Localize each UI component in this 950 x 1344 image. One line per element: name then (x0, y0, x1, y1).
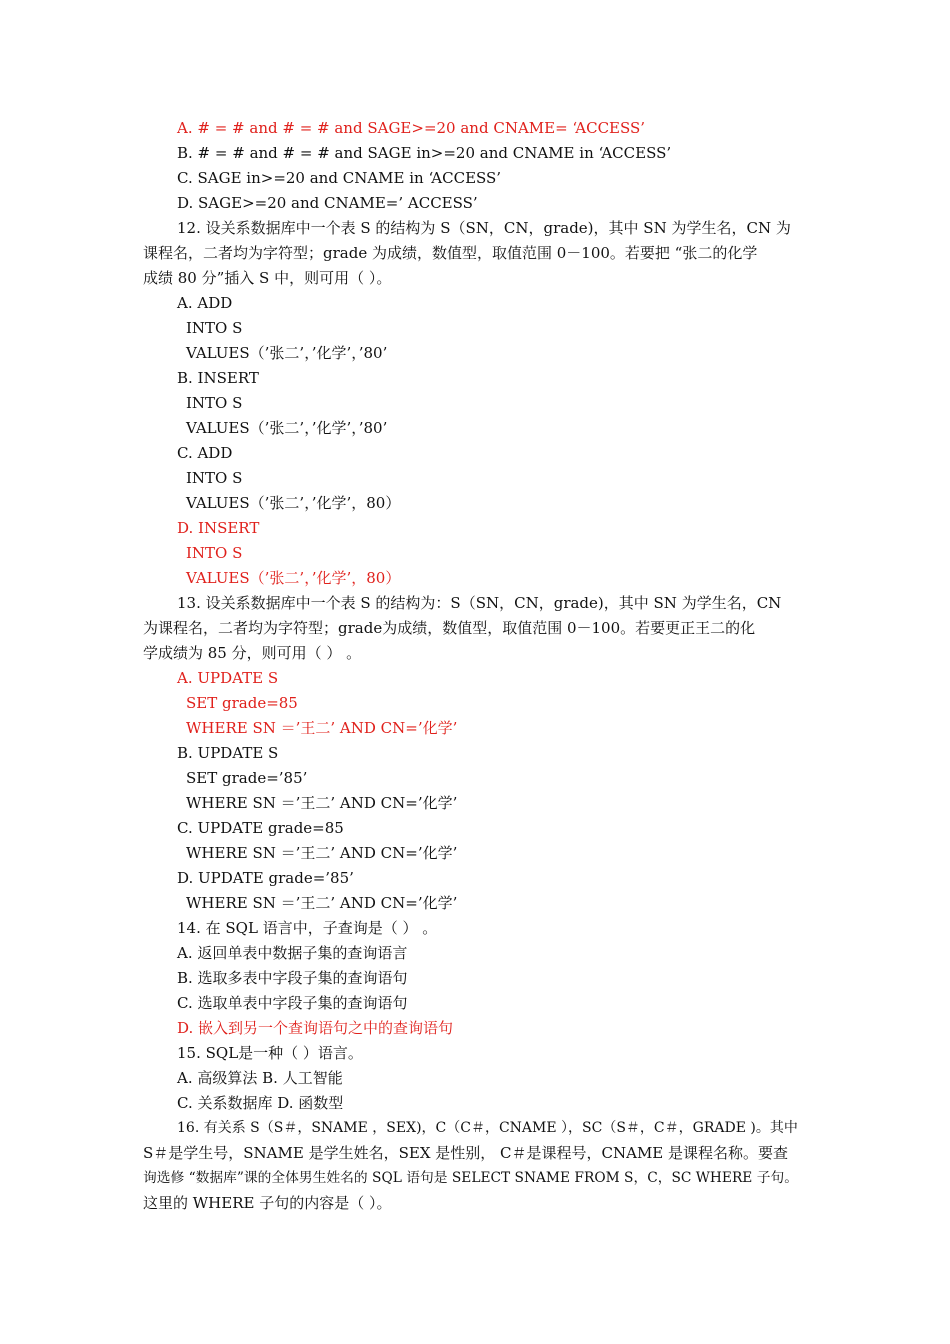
q12-option-a-line2: INTO S (186, 319, 243, 337)
q11-option-a: A. # = # and # = # and SAGE>=20 and CNAME= ‘ACCESS’ (177, 119, 646, 137)
q12-stem-line1: 12. 设关系数据库中一个表 S 的结构为 S（SN，CN，grade)，其中 SN 为学生名，CN 为 (177, 219, 791, 237)
q15-options-ab: A. 高级算法 B. 人工智能 (177, 1069, 343, 1087)
q13-option-b-line2: SET grade=’85’ (186, 769, 308, 787)
q12-option-b-line3: VALUES（’张二’，’化学’，’80’ (186, 419, 388, 437)
q12-option-d: D. INSERT (177, 519, 260, 537)
q16-stem-line4: 这里的 WHERE 子句的内容是（ ）。 (143, 1194, 392, 1212)
q11-option-b: B. # = # and # = # and SAGE in>=20 and CNAME in ‘ACCESS’ (177, 144, 672, 162)
q12-stem-line3: 成绩 80 分”插入 S 中，则可用（ ）。 (143, 269, 392, 287)
q12-option-b: B. INSERT (177, 369, 259, 387)
q15-options-cd: C. 关系数据库 D. 函数型 (177, 1094, 344, 1112)
q13-option-a-line3: WHERE SN ＝’王二’ AND CN=’化学’ (186, 719, 458, 737)
q12-option-c-line3: VALUES（’张二’，’化学’，80） (186, 494, 401, 512)
q13-option-a: A. UPDATE S (177, 669, 279, 687)
q13-option-c-line2: WHERE SN ＝’王二’ AND CN=’化学’ (186, 844, 458, 862)
q12-option-c-line2: INTO S (186, 469, 243, 487)
q12-option-d-line2: INTO S (186, 544, 243, 562)
q13-option-b-line3: WHERE SN ＝’王二’ AND CN=’化学’ (186, 794, 458, 812)
q12-option-a-line3: VALUES（’张二’，’化学’，’80’ (186, 344, 388, 362)
q13-stem-line3: 学成绩为 85 分，则可用（ ） 。 (143, 644, 362, 662)
q14-option-a: A. 返回单表中数据子集的查询语言 (177, 944, 408, 962)
q16-stem-line2: S＃是学生号，SNAME 是学生姓名，SEX 是性别， C＃是课程号，CNAME 是课程名称。要查 (143, 1144, 789, 1162)
q14-option-d: D. 嵌入到另一个查询语句之中的查询语句 (177, 1019, 454, 1037)
q12-option-d-line3: VALUES（’张二’，’化学’，80） (186, 569, 401, 587)
q14-option-c: C. 选取单表中字段子集的查询语句 (177, 994, 408, 1012)
q11-option-c: C. SAGE in>=20 and CNAME in ‘ACCESS’ (177, 169, 502, 187)
q11-option-d: D. SAGE>=20 and CNAME=’ ACCESS’ (177, 194, 478, 212)
q12-stem-line2: 课程名，二者均为字符型；grade 为成绩，数值型，取值范围 0－100。若要把 “张二的化学 (143, 244, 758, 262)
q13-option-d-line2: WHERE SN ＝’王二’ AND CN=’化学’ (186, 894, 458, 912)
q15-stem: 15. SQL是一种（ ）语言。 (177, 1044, 363, 1062)
q16-stem-line3: 询选修 “数据库”课的全体男生姓名的 SQL 语句是 SELECT SNAME FROM S，C，SC WHERE 子句。 (143, 1170, 798, 1186)
q13-option-c: C. UPDATE grade=85 (177, 819, 344, 837)
q12-option-a: A. ADD (177, 294, 233, 312)
q13-option-b: B. UPDATE S (177, 744, 279, 762)
q13-option-a-line2: SET grade=85 (186, 694, 298, 712)
q14-stem: 14. 在 SQL 语言中，子查询是（ ） 。 (177, 919, 438, 937)
q12-option-c: C. ADD (177, 444, 233, 462)
q13-stem-line1: 13. 设关系数据库中一个表 S 的结构为：S（SN，CN，grade)，其中 SN 为学生名，CN (177, 594, 782, 612)
q14-option-b: B. 选取多表中字段子集的查询语句 (177, 969, 408, 987)
q13-option-d: D. UPDATE grade=’85’ (177, 869, 354, 887)
q16-stem-line1: 16. 有关系 S（S＃，SNAME ，SEX)，C（C＃，CNAME ），SC（S＃，C＃，GRADE )。其中 (177, 1120, 798, 1136)
q12-option-b-line2: INTO S (186, 394, 243, 412)
q13-stem-line2: 为课程名，二者均为字符型；grade为成绩，数值型，取值范围 0－100。若要更正王二的化 (143, 619, 756, 637)
